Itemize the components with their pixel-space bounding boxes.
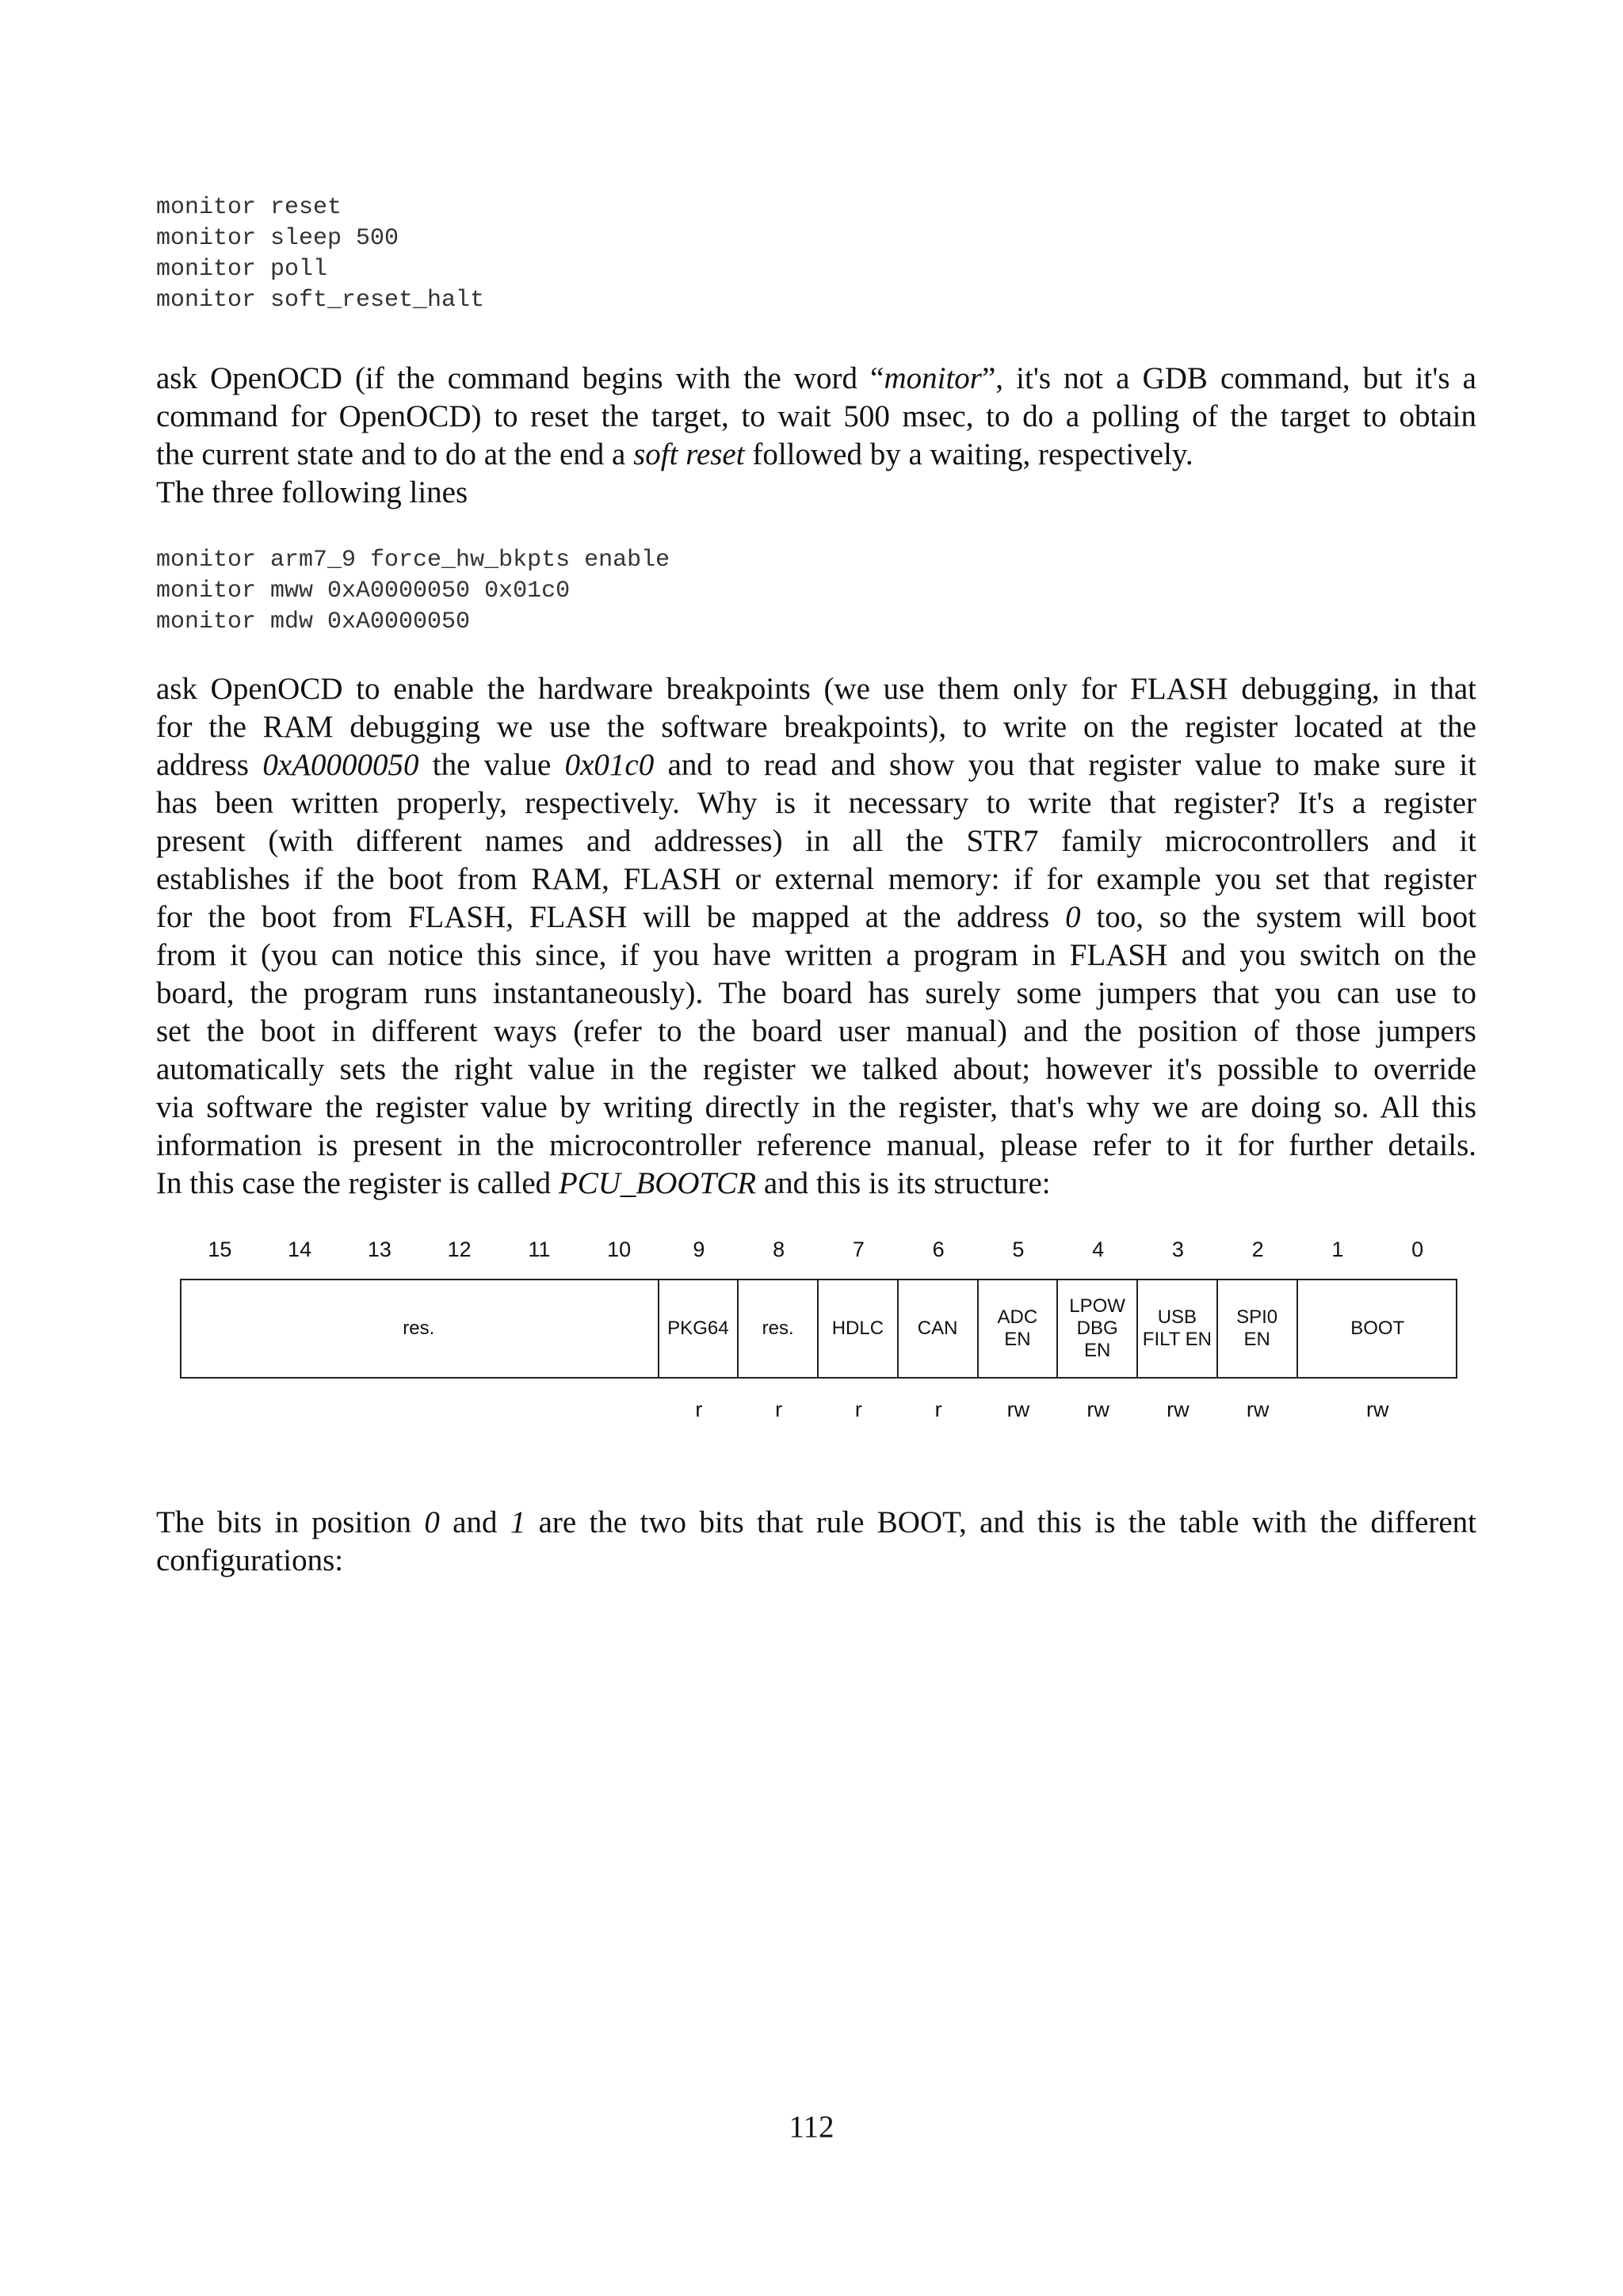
code-block-monitor-commands xyxy=(156,193,484,316)
code-line: monitor reset xyxy=(156,194,342,221)
italic-run: PCU_BOOTCR xyxy=(558,1166,757,1200)
text-run: information is present in the microcontroller reference manual, please refer to it for further details. xyxy=(156,1128,1476,1162)
register-field: res. xyxy=(180,1280,659,1377)
italic-run: 0xA0000050 xyxy=(262,748,419,782)
code-line: monitor arm7_9 force_hw_bkpts enable xyxy=(156,547,670,574)
register-field: HDLC xyxy=(819,1280,899,1377)
bit-number: 4 xyxy=(1092,1238,1105,1261)
field-access: r xyxy=(854,1398,862,1421)
italic-run: 1 xyxy=(510,1505,526,1539)
text-line xyxy=(156,1542,1476,1580)
text-run: automatically sets the right value in the register we talked about; however it's possible to override xyxy=(156,1052,1476,1086)
text-line xyxy=(156,1089,1476,1127)
text-run: and xyxy=(439,1505,510,1539)
bit-number: 10 xyxy=(607,1238,632,1261)
text-run: via software the register value by writing directly in the register, that's why we are doing so. All this xyxy=(156,1090,1476,1124)
bit-number: 5 xyxy=(1012,1238,1025,1261)
text-run: The bits in position xyxy=(156,1505,425,1539)
register-field: SPI0 EN xyxy=(1218,1280,1298,1377)
field-access: rw xyxy=(1246,1398,1270,1421)
register-field: res. xyxy=(739,1280,819,1377)
text-run: ask OpenOCD to enable the hardware breakpoints (we use them only for FLASH debugging, in that xyxy=(156,672,1476,706)
bit-number: 12 xyxy=(447,1238,472,1261)
field-access: rw xyxy=(1366,1398,1389,1421)
text-run: too, so the system will boot xyxy=(1080,900,1476,934)
paragraph-register-explanation xyxy=(156,670,1476,1203)
text-run: establishes if the boot from RAM, FLASH or external memory: if for example you set that register xyxy=(156,862,1476,896)
text-run: and this is its structure: xyxy=(756,1166,1051,1200)
code-block-register-commands xyxy=(156,545,670,638)
text-run: board, the program runs instantaneously). The board has surely some jumpers that you can use to xyxy=(156,976,1476,1010)
bit-number: 9 xyxy=(693,1238,705,1261)
bit-number: 13 xyxy=(367,1238,391,1261)
italic-run: 0 xyxy=(424,1505,440,1539)
field-access: rw xyxy=(1006,1398,1030,1421)
text-line xyxy=(156,784,1476,822)
italic-run: soft reset xyxy=(633,437,745,471)
italic-run: 0 xyxy=(1065,900,1081,934)
paragraph-monitor-explanation xyxy=(156,360,1476,512)
field-access: r xyxy=(934,1398,942,1421)
text-run: command for OpenOCD) to reset the target, to wait 500 msec, to do a polling of the target to obtain xyxy=(156,399,1476,433)
text-run: configurations: xyxy=(156,1543,344,1577)
field-access: r xyxy=(695,1398,703,1421)
text-line xyxy=(156,708,1476,746)
text-line xyxy=(156,398,1476,436)
text-line xyxy=(156,1013,1476,1051)
text-run: has been written properly, respectively. Why is it necessary to write that register? It's a register xyxy=(156,786,1476,820)
code-line: monitor sleep 500 xyxy=(156,225,399,252)
bit-number: 15 xyxy=(208,1238,232,1261)
text-run: are the two bits that rule BOOT, and this is the table with the different xyxy=(525,1505,1477,1539)
text-run: set the boot in different ways (refer to the board user manual) and the position of those jumpers xyxy=(156,1014,1476,1048)
bit-number: 14 xyxy=(288,1238,312,1261)
text-line xyxy=(156,360,1476,398)
bit-number: 11 xyxy=(528,1238,551,1261)
bit-number: 8 xyxy=(773,1238,785,1261)
bit-number: 1 xyxy=(1331,1238,1344,1261)
code-line: monitor soft_reset_halt xyxy=(156,287,485,314)
text-line xyxy=(156,670,1476,708)
text-run: the current state and to do at the end a xyxy=(156,437,634,471)
bit-number: 2 xyxy=(1251,1238,1264,1261)
text-run: address xyxy=(156,748,263,782)
register-field: LPOW DBG EN xyxy=(1058,1280,1138,1377)
text-run: the value xyxy=(418,748,565,782)
bit-number: 7 xyxy=(852,1238,865,1261)
text-line xyxy=(156,1504,1476,1542)
page-number: 112 xyxy=(789,2110,834,2144)
text-run: for the RAM debugging we use the software breakpoints), to write on the register located at the xyxy=(156,710,1476,744)
text-run: In this case the register is called xyxy=(156,1166,559,1200)
text-line xyxy=(156,474,1476,512)
code-line: monitor mdw 0xA0000050 xyxy=(156,608,471,635)
register-field: USB FILT EN xyxy=(1138,1280,1218,1377)
text-line xyxy=(156,898,1476,936)
field-access: rw xyxy=(1167,1398,1190,1421)
register-field: BOOT xyxy=(1350,1318,1405,1339)
text-line xyxy=(156,436,1476,474)
text-run: for the boot from FLASH, FLASH will be mapped at the address xyxy=(156,900,1066,934)
bit-number: 0 xyxy=(1411,1238,1424,1261)
text-run: and to read and show you that register value to make sure it xyxy=(654,748,1476,782)
register-fields-box xyxy=(180,1279,1457,1379)
code-line: monitor mww 0xA0000050 0x01c0 xyxy=(156,578,571,605)
text-line xyxy=(156,1165,1476,1203)
paragraph-boot-bits xyxy=(156,1504,1476,1580)
text-run: from it (you can notice this since, if you have written a program in FLASH and you switch on the xyxy=(156,938,1476,972)
text-line xyxy=(156,1127,1476,1165)
field-access: r xyxy=(775,1398,783,1421)
code-line: monitor poll xyxy=(156,256,328,283)
text-run: ”, it's not a GDB command, but it's a xyxy=(981,361,1476,395)
register-field: ADC EN xyxy=(979,1280,1059,1377)
text-line xyxy=(156,860,1476,898)
text-run: ask OpenOCD (if the command begins with the word “ xyxy=(156,361,884,395)
field-access: rw xyxy=(1086,1398,1109,1421)
text-run: The three following lines xyxy=(156,475,468,509)
text-run: followed by a waiting, respectively. xyxy=(744,437,1193,471)
text-run: present (with different names and addresses) in all the STR7 family microcontrollers and it xyxy=(156,824,1476,858)
text-line xyxy=(156,746,1476,784)
register-field: CAN xyxy=(899,1280,979,1377)
bit-number: 3 xyxy=(1171,1238,1184,1261)
text-line xyxy=(156,1051,1476,1089)
text-line xyxy=(156,822,1476,860)
italic-run: 0x01c0 xyxy=(564,748,655,782)
text-line xyxy=(156,974,1476,1013)
italic-run: monitor xyxy=(884,361,982,395)
register-field: PKG64 xyxy=(659,1280,739,1377)
text-line xyxy=(156,936,1476,974)
bit-number: 6 xyxy=(932,1238,945,1261)
